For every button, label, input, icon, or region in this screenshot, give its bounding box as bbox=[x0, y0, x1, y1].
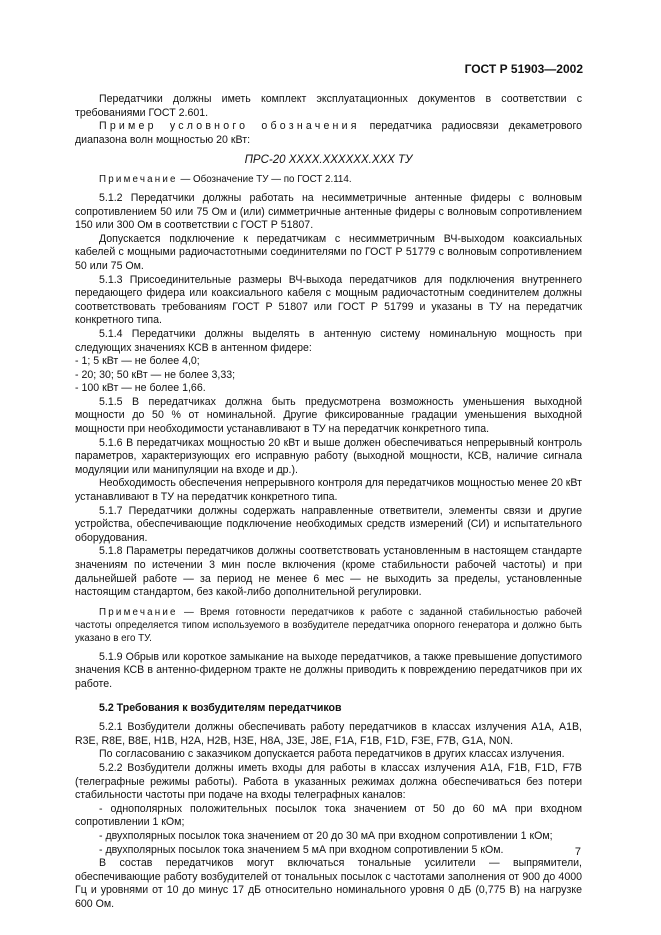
paragraph-control-need: Необходимость обеспечения непрерывного контроля для передатчиков мощностью менее 20 кВт устанавливают в ТУ на передатчик конкретного типа. bbox=[75, 477, 582, 504]
list-item-ksv: - 100 кВт — не более 1,66. bbox=[75, 382, 206, 395]
note-2-label: Примечание bbox=[99, 606, 178, 618]
paragraph-example bbox=[75, 120, 582, 147]
note-1-label: Примечание bbox=[99, 173, 178, 185]
page-header: ГОСТ Р 51903—2002 bbox=[464, 62, 583, 76]
paragraph-5-1-4: 5.1.4 Передатчики должны выделять в антенную систему номинальную мощность при следующих значениях КСВ в антенном фидере: bbox=[75, 327, 582, 354]
section-heading-5-2: 5.2 Требования к возбудителям передатчиков bbox=[99, 701, 342, 714]
list-item-input: - двухполярных посылок тока значением 5 мА при входном сопротивлении 5 кОм. bbox=[99, 843, 504, 856]
list-item-ksv: - 20; 30; 50 кВт — не более 3,33; bbox=[75, 368, 236, 381]
paragraph-5-1-8: 5.1.8 Параметры передатчиков должны соответствовать установленным в настоящем стандарте значениям по истечении 3 мин после включения (кроме стабильности рабочей частоты) и при дальнейшей работе — за период не менее 6 мес — не выходить за пределы, установленные настоящим стандартом, без какой-либо дополнительной регулировки. bbox=[75, 545, 582, 599]
note-2-text: — Время готовности передатчиков к работе с заданной стабильностью рабочей частоты определяется типом используемого в возбудителе передатчика опорного генератора и должно быть указано в его ТУ. bbox=[75, 606, 582, 644]
example-label: Пример условного обозначения bbox=[99, 120, 360, 133]
list-item-input: - однополярных положительных посылок тока значением от 50 до 60 мА при входном сопротивлении 1 кОм; bbox=[75, 802, 582, 829]
note-2 bbox=[75, 606, 582, 645]
list-item-ksv: - 1; 5 кВт — не более 4,0; bbox=[75, 355, 200, 368]
list-item-input: - двухполярных посылок тока значением от 20 до 30 мА при входном сопротивлении 1 кОм; bbox=[99, 829, 553, 842]
paragraph-5-1-6: 5.1.6 В передатчиках мощностью 20 кВт и выше должен обеспечиваться непрерывный контроль параметров, характеризующих его исправную работу (выходной мощности, КСВ, наличие сигнала модуляции или манипуляции на входе и др.). bbox=[75, 436, 582, 476]
designation-example: ПРС-20 ХХХХ.ХХХХХХ.ХХХ ТУ bbox=[244, 154, 413, 167]
page-number: 7 bbox=[574, 846, 581, 858]
paragraph-5-2-2: 5.2.2 Возбудители должны иметь входы для работы в классах излучения А1А, F1B, F1D, F7B (телеграфные режимы работы). Работа в указанных режимах должна обеспечиваться без потери стабильности частоты при подаче на входы телеграфных каналов: bbox=[75, 761, 582, 802]
paragraph-documents: Передатчики должны иметь комплект эксплуатационных документов в соответствии с требованиями ГОСТ 2.601. bbox=[75, 93, 582, 119]
paragraph-coax-allowed: Допускается подключение к передатчикам с несимметричным ВЧ-выходом коаксиальных кабелей с мощными радиочастотными соединителями по ГОСТ Р 51779 с волновым сопротивлением 50 или 75 Ом. bbox=[75, 232, 582, 272]
paragraph-tonal-amplifiers: В состав передатчиков могут включаться тональные усилители — выпрямители, обеспечивающие работу возбудителей от тональных посылок с частотами заполнения от 900 до 4000 Гц и уровнями от 10 до минус 17 дБ относительно номинального уровня 0 дБ (0,775 В) на нагрузке 600 Ом. bbox=[75, 857, 582, 910]
paragraph-5-1-3: 5.1.3 Присоединительные размеры ВЧ-выхода передатчиков для подключения внутреннего передающего фидера или коаксиального кабеля с мощным радиочастотным соединителем должны соответствовать требованиям ГОСТ Р 51807 или ГОСТ Р 51799 и указаны в ТУ на передатчик конкретного типа. bbox=[75, 273, 582, 327]
page-content bbox=[75, 93, 582, 911]
paragraph-5-1-2: 5.1.2 Передатчики должны работать на несимметричные антенные фидеры с волновым сопротивлением 50 или 75 Ом и (или) симметричные антенные фидеры с волновым сопротивлением 150 или 300 Ом в соответствии с ГОСТ Р 51807. bbox=[75, 191, 582, 232]
paragraph-5-2-1: 5.2.1 Возбудители должны обеспечивать работу передатчиков в классах излучения А1А, А1В, R3E, R8E, B8E, H1B, H2A, H2B, H3E, H8A, J3E, J8E, F1A, F1B, F1D, F3E, F7B, G1A, N0N. bbox=[75, 721, 582, 747]
paragraph-5-1-9: 5.1.9 Обрыв или короткое замыкание на выходе передатчиков, а также превышение допустимого значения КСВ в антенно-фидерном тракте не должны приводить к повреждению передатчиков при их работе. bbox=[75, 650, 582, 690]
note-1 bbox=[75, 173, 582, 186]
note-1-text: — Обозначение ТУ — по ГОСТ 2.114. bbox=[177, 173, 352, 185]
paragraph-5-1-7: 5.1.7 Передатчики должны содержать направленные ответвители, элементы связи и другие устройства, обеспечивающие подключение необходимых средств измерений (СИ) и испытательного оборудования. bbox=[75, 504, 582, 544]
paragraph-other-classes: По согласованию с заказчиком допускается работа передатчиков в других классах излучения. bbox=[99, 748, 565, 761]
paragraph-5-1-5: 5.1.5 В передатчиках должна быть предусмотрена возможность уменьшения выходной мощности до 50 % от номинальной. Другие фиксированные градации уменьшения выходной мощности при необходимости устанавливают в ТУ на передатчик конкретного типа. bbox=[75, 395, 582, 436]
example-text: передатчика радиосвязи декаметрового диапазона волн мощностью 20 кВт: bbox=[75, 120, 582, 146]
